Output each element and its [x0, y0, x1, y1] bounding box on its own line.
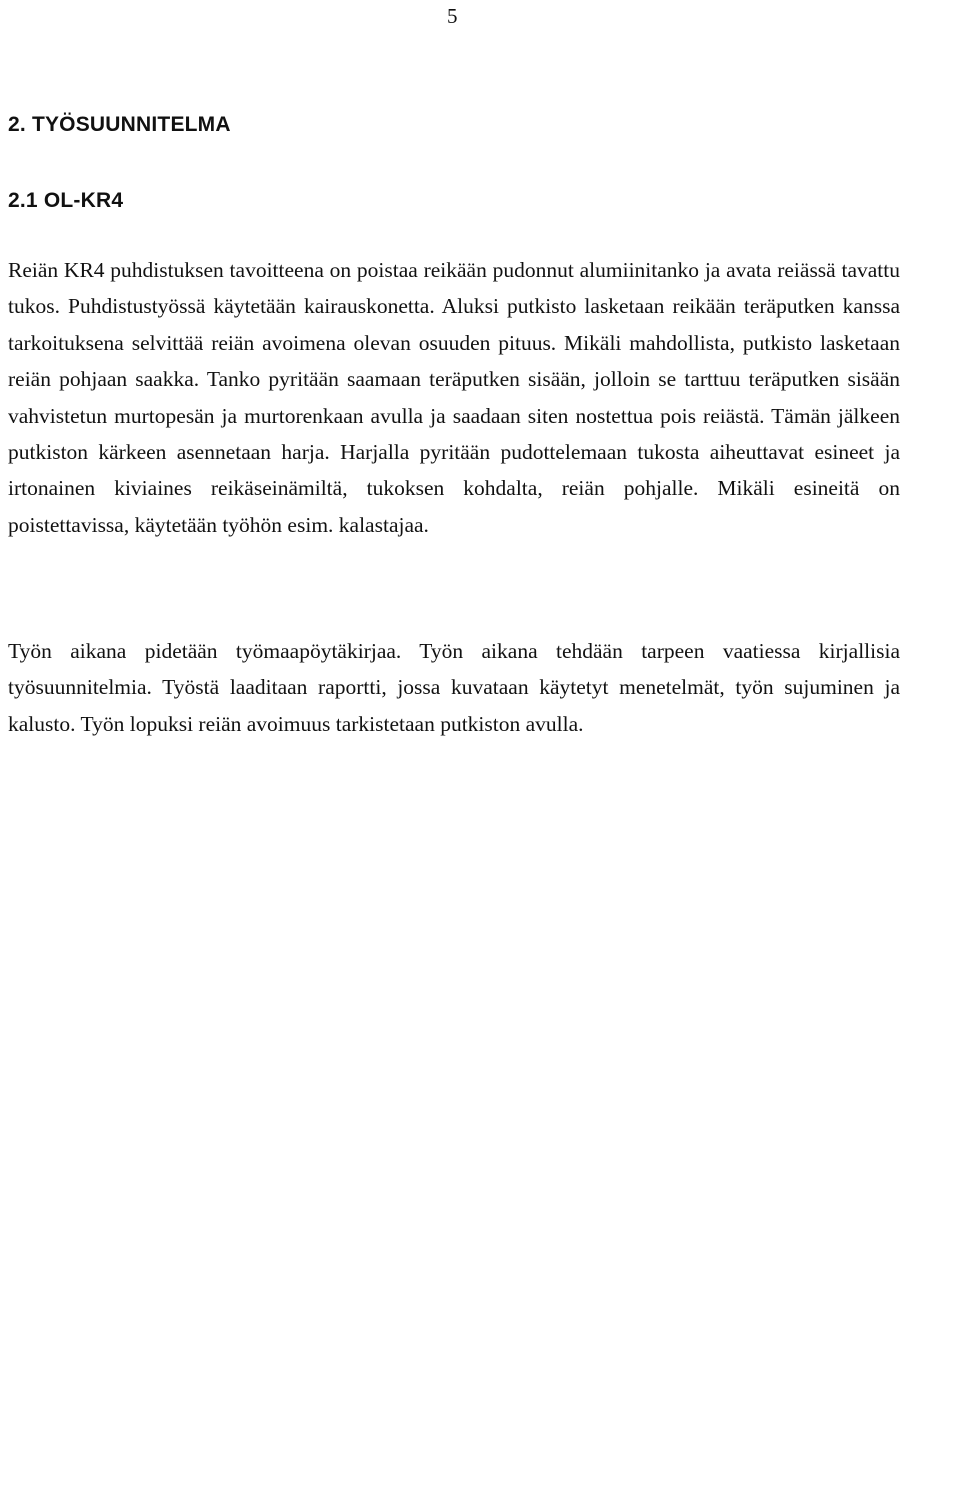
- section-heading: 2. TYÖSUUNNITELMA: [8, 113, 231, 136]
- body-paragraph-1: Reiän KR4 puhdistuksen tavoitteena on poistaa reikään pudonnut alumiinitanko ja avata reiässä tavattu tukos. Puhdistustyössä käytetään kairauskonetta. Aluksi putkisto lasketaan reikään teräputken kanssa tarkoituksena selvittää reiän avoimena olevan osuuden pituus. Mikäli mahdollista, putkisto lasketaan reiän pohjaan saakka. Tanko pyritään saamaan teräputken sisään, jolloin se tarttuu teräputken sisään vahvistetun murtopesän ja murtorenkaan avulla ja saadaan siten nostettua pois reiästä. Tämän jälkeen putkiston kärkeen asennetaan harja. Harjalla pyritään pudottelemaan tukosta aiheuttavat esineet ja irtonainen kiviaines reikäseinämiltä, tukoksen kohdalta, reiän pohjalle. Mikäli esineitä on poistettavissa, käytetään työhön esim. kalastajaa.: [8, 258, 900, 537]
- page-number: 5: [447, 4, 458, 28]
- body-paragraph-2: Työn aikana pidetään työmaapöytäkirjaa. Työn aikana tehdään tarpeen vaatiessa kirjallisia työsuunnitelmia. Työstä laaditaan raportti, jossa kuvataan käytetyt menetelmät, työn sujuminen ja kalusto. Työn lopuksi reiän avoimuus tarkistetaan putkiston avulla.: [8, 639, 900, 736]
- subsection-heading: 2.1 OL-KR4: [8, 189, 124, 212]
